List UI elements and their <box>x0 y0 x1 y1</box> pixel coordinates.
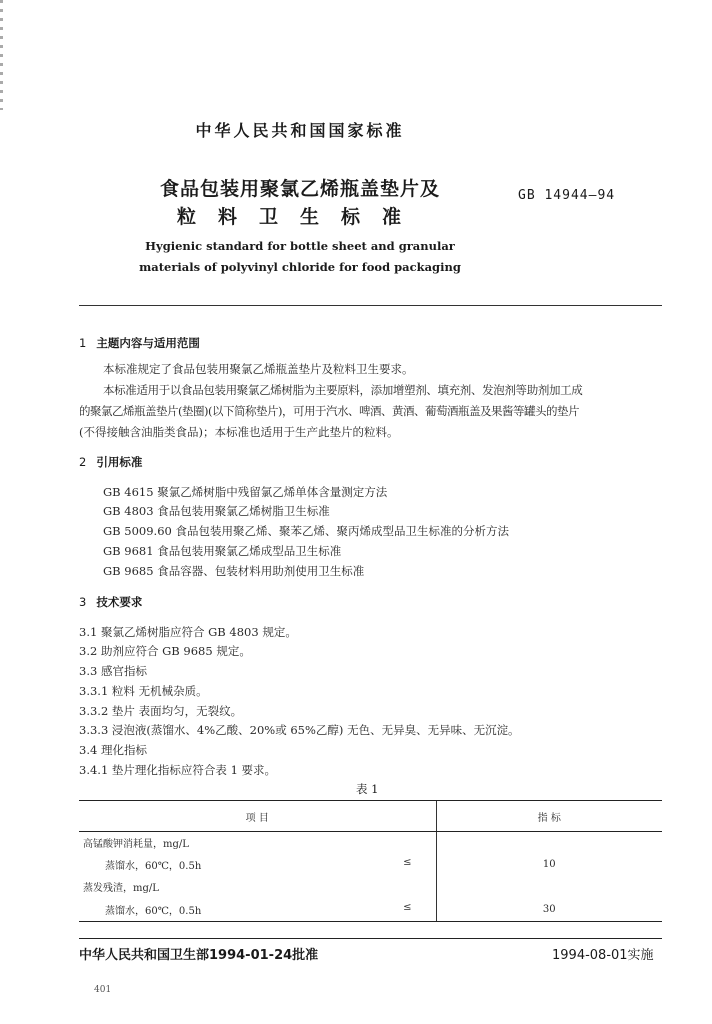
clause-3-3-3: 3.3.3 浸泡液(蒸馏水、4%乙酸、20%或 65%乙醇) 无色、无异臭、无异味、无沉淀。 <box>79 723 520 737</box>
section-1-number: 1 <box>79 336 87 350</box>
issuing-org: 中华人民共和国国家标准 <box>195 121 405 140</box>
row-value <box>436 832 662 854</box>
table-1 <box>79 800 662 922</box>
ref-gb4803: GB 4803 食品包装用聚氯乙烯树脂卫生标准 <box>103 504 330 518</box>
approval-line: 中华人民共和国卫生部1994-01-24批准 <box>79 948 319 963</box>
table-header-row <box>79 801 662 832</box>
section-1-para-2c: (不得接触含油脂类食品)；本标准也适用于生产此垫片的粒料。 <box>79 425 399 439</box>
section-1-heading <box>79 335 200 351</box>
clause-3-4-1: 3.4.1 垫片理化指标应符合表 1 要求。 <box>79 763 277 777</box>
standard-number: GB 14944—94 <box>518 188 616 203</box>
header-item: 项 目 <box>79 801 436 832</box>
page-number: 401 <box>94 985 112 995</box>
section-1-para-1: 本标准规定了食品包装用聚氯乙烯瓶盖垫片及粒料卫生要求。 <box>103 362 414 376</box>
table-row <box>79 854 662 876</box>
title-cn-line2: 粒料卫生标准 <box>176 206 423 228</box>
section-2-title: 引用标准 <box>96 455 143 469</box>
title-cn-line1: 食品包装用聚氯乙烯瓶盖垫片及 <box>159 178 440 200</box>
clause-3-2: 3.2 助剂应符合 GB 9685 规定。 <box>79 644 251 658</box>
row-value: 30 <box>436 898 662 922</box>
header-index: 指 标 <box>436 801 662 832</box>
row-condition: 蒸馏水，60℃，0.5h <box>105 861 202 872</box>
row-limit-mark: ≤ <box>403 901 412 913</box>
footer-rule <box>79 938 662 939</box>
section-3-title: 技术要求 <box>96 595 143 609</box>
row-cond-cell <box>79 898 436 922</box>
table-1-caption: 表 1 <box>356 782 379 796</box>
title-en-line2: materials of polyvinyl chloride for food packaging <box>139 260 461 274</box>
row-condition: 蒸馏水，60℃，0.5h <box>105 905 202 917</box>
clause-3-4: 3.4 理化指标 <box>79 743 147 757</box>
header-rule <box>79 305 662 306</box>
row-label: 高锰酸钾消耗量，mg/L <box>83 839 189 851</box>
title-en-line1: Hygienic standard for bottle sheet and granular <box>145 239 455 253</box>
section-1-para-2b: 的聚氯乙烯瓶盖垫片(垫圈)(以下简称垫片)，可用于汽水、啤酒、黄酒、葡萄酒瓶盖及果酱等罐头的垫片 <box>79 404 579 418</box>
ref-gb9685: GB 9685 食品容器、包装材料用助剂使用卫生标准 <box>103 564 365 578</box>
row-label: 蒸发残渣，mg/L <box>83 883 159 894</box>
clause-3-3: 3.3 感官指标 <box>79 664 147 678</box>
section-3-number: 3 <box>79 595 87 609</box>
ref-gb4615: GB 4615 聚氯乙烯树脂中残留氯乙烯单体含量测定方法 <box>103 485 388 499</box>
clause-3-3-2: 3.3.2 垫片 表面均匀，无裂纹。 <box>79 704 243 718</box>
row-value <box>436 876 662 898</box>
ref-gb5009-60: GB 5009.60 食品包装用聚乙烯、聚苯乙烯、聚丙烯成型品卫生标准的分析方法 <box>103 524 510 538</box>
ref-gb9681: GB 9681 食品包装用聚氯乙烯成型品卫生标准 <box>103 544 342 558</box>
section-3-heading <box>79 594 142 610</box>
section-2-number: 2 <box>79 455 87 469</box>
table-row <box>79 832 662 854</box>
effective-date: 1994-08-01实施 <box>552 948 654 963</box>
section-1-title: 主题内容与适用范围 <box>96 336 200 350</box>
clause-3-3-1: 3.3.1 粒料 无机械杂质。 <box>79 684 208 698</box>
clause-3-1: 3.1 聚氯乙烯树脂应符合 GB 4803 规定。 <box>79 625 297 639</box>
row-value: 10 <box>436 854 662 876</box>
row-cond-cell <box>79 854 436 876</box>
section-2-heading <box>79 454 142 470</box>
table-row <box>79 876 662 898</box>
section-1-para-2a: 本标准适用于以食品包装用聚氯乙烯树脂为主要原料，添加增塑剂、填充剂、发泡剂等助剂加工成 <box>103 383 583 397</box>
scan-edge-marks <box>0 0 3 110</box>
table-row <box>79 898 662 922</box>
row-limit-mark: ≤ <box>403 857 412 868</box>
